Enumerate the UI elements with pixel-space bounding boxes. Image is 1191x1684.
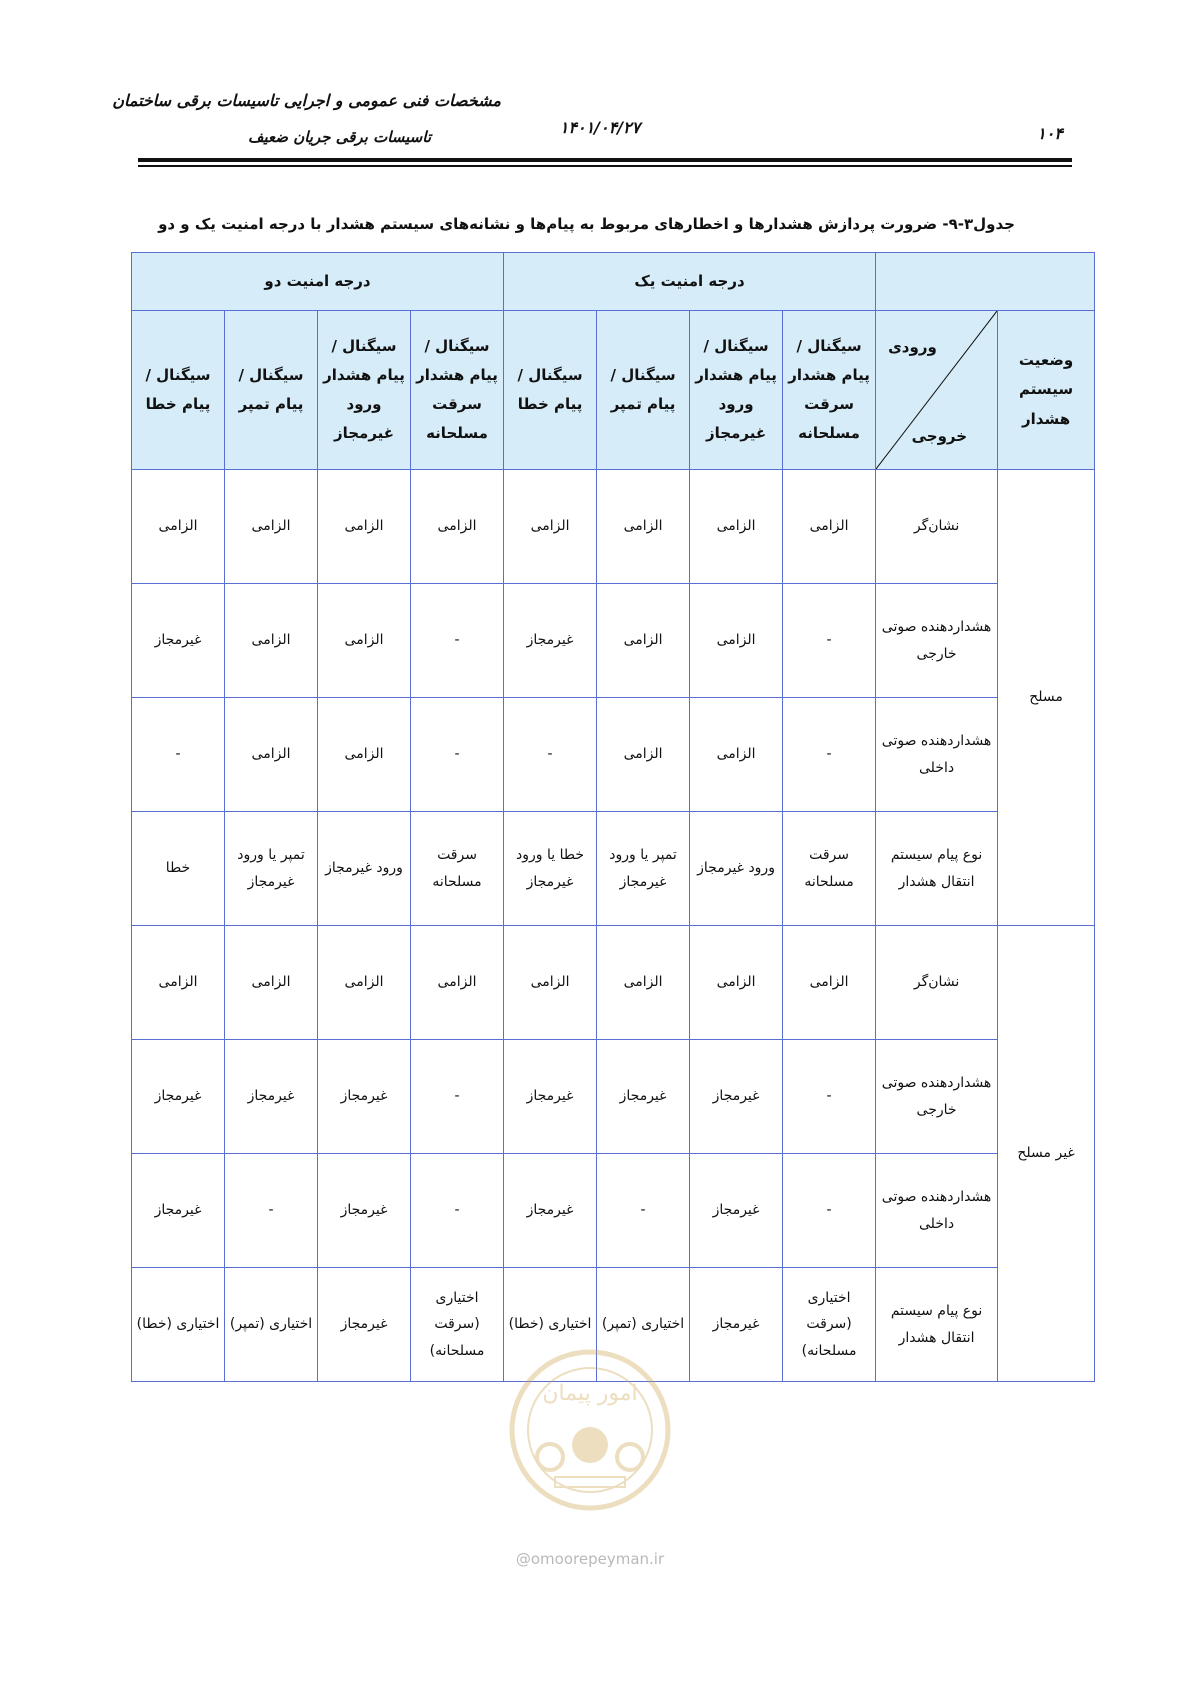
column-header-4: سیگنال / پیام خطا: [504, 311, 597, 470]
value-cell: الزامی: [132, 926, 225, 1040]
value-cell: غیرمجاز: [690, 1268, 783, 1382]
state-cell: مسلح: [998, 470, 1095, 926]
value-cell: خطا: [132, 812, 225, 926]
value-cell: الزامی: [132, 470, 225, 584]
value-cell: الزامی: [597, 926, 690, 1040]
value-cell: -: [783, 1154, 876, 1268]
column-header-row: [132, 311, 1095, 470]
column-header-8: سیگنال / پیام خطا: [132, 311, 225, 470]
value-cell: غیرمجاز: [690, 1154, 783, 1268]
value-cell: اختیاری (تمپر): [225, 1268, 318, 1382]
value-cell: الزامی: [504, 926, 597, 1040]
value-cell: الزامی: [690, 698, 783, 812]
output-cell: نشان‌گر: [876, 470, 998, 584]
value-cell: الزامی: [318, 470, 411, 584]
table-row: [132, 698, 1095, 812]
value-cell: الزامی: [783, 470, 876, 584]
value-cell: غیرمجاز: [504, 1154, 597, 1268]
value-cell: الزامی: [318, 926, 411, 1040]
group-header-one: درجه امنیت یک: [504, 253, 876, 311]
table-caption: جدول۳-۹- ضرورت پردازش هشدارها و اخطارهای مربوط به پیام‌ها و نشانه‌های سیستم هشدار با درجه امنیت یک و دو: [158, 215, 1015, 233]
value-cell: اختیاری (خطا): [132, 1268, 225, 1382]
table-row: [132, 926, 1095, 1040]
table-row: [132, 584, 1095, 698]
state-cell: غیر مسلح: [998, 926, 1095, 1382]
publisher-seal-icon: [485, 1345, 695, 1515]
header-rule-thick: [138, 158, 1072, 162]
value-cell: الزامی: [597, 470, 690, 584]
group-header-two: درجه امنیت دو: [132, 253, 504, 311]
value-cell: الزامی: [504, 470, 597, 584]
value-cell: اختیاری (تمپر): [597, 1268, 690, 1382]
value-cell: اختیاری (سرقت مسلحانه): [411, 1268, 504, 1382]
value-cell: الزامی: [225, 584, 318, 698]
value-cell: غیرمجاز: [597, 1040, 690, 1154]
value-cell: الزامی: [225, 926, 318, 1040]
output-cell: نوع پیام سیستم انتقال هشدار: [876, 812, 998, 926]
value-cell: غیرمجاز: [690, 1040, 783, 1154]
value-cell: غیرمجاز: [318, 1040, 411, 1154]
value-cell: -: [411, 698, 504, 812]
table-row: [132, 812, 1095, 926]
alarm-processing-table: [131, 252, 1095, 1382]
value-cell: -: [504, 698, 597, 812]
output-cell: هشداردهنده صوتی خارجی: [876, 1040, 998, 1154]
value-cell: الزامی: [318, 584, 411, 698]
value-cell: سرقت مسلحانه: [411, 812, 504, 926]
output-label: خروجی: [911, 426, 968, 445]
value-cell: الزامی: [411, 470, 504, 584]
value-cell: اختیاری (سرقت مسلحانه): [783, 1268, 876, 1382]
value-cell: الزامی: [690, 470, 783, 584]
value-cell: غیرمجاز: [504, 1040, 597, 1154]
empty-header-cell: [876, 253, 1095, 311]
value-cell: غیرمجاز: [132, 1154, 225, 1268]
input-label: ورودی: [888, 338, 937, 356]
value-cell: -: [411, 584, 504, 698]
value-cell: الزامی: [411, 926, 504, 1040]
table-row: [132, 1154, 1095, 1268]
group-header-row: [132, 253, 1095, 311]
value-cell: ورود غیرمجاز: [690, 812, 783, 926]
state-header: وضعیت سیستم هشدار: [998, 311, 1095, 470]
diagonal-header: [876, 311, 998, 470]
seal-text: امور پیمان: [542, 1381, 638, 1406]
value-cell: سرقت مسلحانه: [783, 812, 876, 926]
table-row: [132, 1040, 1095, 1154]
column-header-2: سیگنال / پیام هشدار ورود غیرمجاز: [690, 311, 783, 470]
output-cell: هشداردهنده صوتی داخلی: [876, 1154, 998, 1268]
value-cell: غیرمجاز: [318, 1268, 411, 1382]
page-number: ۱۰۴: [1037, 124, 1063, 143]
value-cell: خطا یا ورود غیرمجاز: [504, 812, 597, 926]
column-header-5: سیگنال / پیام هشدار سرقت مسلحانه: [411, 311, 504, 470]
value-cell: -: [411, 1040, 504, 1154]
chapter-title: تاسیسات برقی جریان ضعیف: [247, 128, 431, 146]
value-cell: غیرمجاز: [132, 1040, 225, 1154]
output-cell: نوع پیام سیستم انتقال هشدار: [876, 1268, 998, 1382]
value-cell: ورود غیرمجاز: [318, 812, 411, 926]
value-cell: الزامی: [225, 698, 318, 812]
value-cell: -: [783, 1040, 876, 1154]
value-cell: -: [132, 698, 225, 812]
value-cell: غیرمجاز: [225, 1040, 318, 1154]
output-cell: هشداردهنده صوتی داخلی: [876, 698, 998, 812]
column-header-6: سیگنال / پیام هشدار ورود غیرمجاز: [318, 311, 411, 470]
value-cell: -: [411, 1154, 504, 1268]
value-cell: تمپر یا ورود غیرمجاز: [597, 812, 690, 926]
value-cell: الزامی: [597, 584, 690, 698]
header-rule-thin: [138, 165, 1072, 167]
value-cell: غیرمجاز: [132, 584, 225, 698]
watermark-site: @omoorepeyman.ir: [515, 1550, 665, 1568]
output-cell: نشان‌گر: [876, 926, 998, 1040]
value-cell: الزامی: [690, 926, 783, 1040]
value-cell: الزامی: [318, 698, 411, 812]
value-cell: -: [783, 584, 876, 698]
value-cell: الزامی: [597, 698, 690, 812]
book-title: مشخصات فنی عمومی و اجرایی تاسیسات برقی ساختمان: [112, 91, 501, 110]
value-cell: اختیاری (خطا): [504, 1268, 597, 1382]
value-cell: غیرمجاز: [318, 1154, 411, 1268]
column-header-7: سیگنال / پیام تمپر: [225, 311, 318, 470]
value-cell: -: [783, 698, 876, 812]
column-header-1: سیگنال / پیام هشدار سرقت مسلحانه: [783, 311, 876, 470]
value-cell: تمپر یا ورود غیرمجاز: [225, 812, 318, 926]
value-cell: -: [225, 1154, 318, 1268]
value-cell: غیرمجاز: [504, 584, 597, 698]
column-header-3: سیگنال / پیام تمپر: [597, 311, 690, 470]
value-cell: الزامی: [225, 470, 318, 584]
table-row: [132, 470, 1095, 584]
header-date: ۱۴۰۱/۰۴/۲۷: [559, 118, 641, 137]
output-cell: هشداردهنده صوتی خارجی: [876, 584, 998, 698]
value-cell: الزامی: [783, 926, 876, 1040]
value-cell: -: [597, 1154, 690, 1268]
value-cell: الزامی: [690, 584, 783, 698]
